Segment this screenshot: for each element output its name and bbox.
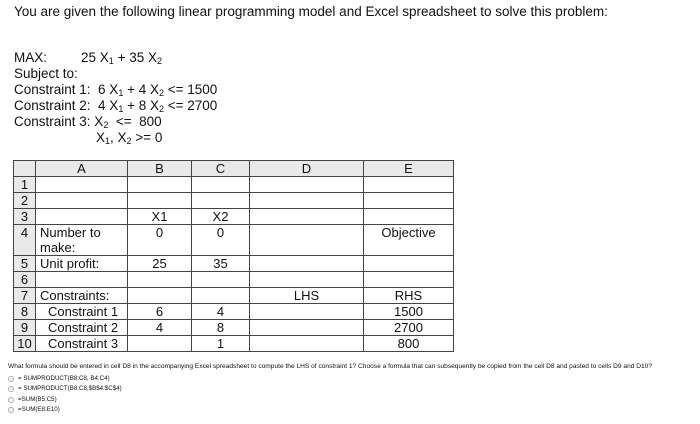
cell-b1[interactable] <box>128 177 192 193</box>
radio-icon[interactable] <box>8 407 14 413</box>
row-number[interactable]: 10 <box>14 336 36 352</box>
cell-d1[interactable] <box>250 177 364 193</box>
radio-icon[interactable] <box>8 397 14 403</box>
constraint-1-row <box>14 82 217 98</box>
row-number[interactable]: 7 <box>14 288 36 304</box>
cell-d8[interactable] <box>250 304 364 320</box>
cell-c8[interactable]: 4 <box>192 304 250 320</box>
objective-term-2: + 35 X <box>113 50 157 65</box>
cell-c1[interactable] <box>192 177 250 193</box>
cell-b2[interactable] <box>128 193 192 209</box>
cell-c6[interactable] <box>192 272 250 288</box>
table-row <box>14 225 454 256</box>
cell-a6[interactable] <box>36 272 128 288</box>
column-header-row <box>14 161 454 177</box>
cell-c4[interactable]: 0 <box>192 225 250 256</box>
cell-a9[interactable]: Constraint 2 <box>36 320 128 336</box>
column-header[interactable]: B <box>128 161 192 177</box>
column-header[interactable]: C <box>192 161 250 177</box>
subscript: 2 <box>126 136 132 146</box>
cell-a2[interactable] <box>36 193 128 209</box>
subscript: 1 <box>118 104 124 114</box>
row-number[interactable]: 4 <box>14 225 36 256</box>
question-text: What formula should be entered in cell D8 in the accompanying Excel spreadsheet to compute the LHS of constraint 1? Choose a formula that can subsequently be copied from the cell D8 and pasted to cells D9 and D10? <box>8 363 652 370</box>
relation: <= 2700 <box>164 98 218 113</box>
radio-icon[interactable] <box>8 386 14 392</box>
cell-e8[interactable]: 1500 <box>364 304 454 320</box>
table-row <box>14 288 454 304</box>
answer-option[interactable] <box>8 374 122 384</box>
cell-d7[interactable]: LHS <box>250 288 364 304</box>
cell-e2[interactable] <box>364 193 454 209</box>
cell-a5[interactable]: Unit profit: <box>36 256 128 272</box>
cell-a7[interactable]: Constraints: <box>36 288 128 304</box>
max-label: MAX: <box>14 50 48 65</box>
term: 6 X <box>90 82 119 97</box>
cell-c2[interactable] <box>192 193 250 209</box>
table-row <box>14 256 454 272</box>
relation: <= 800 <box>108 114 162 129</box>
cell-d5[interactable] <box>250 256 364 272</box>
cell-b3[interactable]: X1 <box>128 209 192 225</box>
cell-e10[interactable]: 800 <box>364 336 454 352</box>
relation: >= 0 <box>131 130 163 145</box>
column-header[interactable]: E <box>364 161 454 177</box>
cell-d9[interactable] <box>250 320 364 336</box>
cell-a3[interactable] <box>36 209 128 225</box>
row-number[interactable]: 6 <box>14 272 36 288</box>
constraint-label: Constraint 1: <box>14 82 91 97</box>
cell-e6[interactable] <box>364 272 454 288</box>
radio-icon[interactable] <box>8 376 14 382</box>
row-number[interactable]: 5 <box>14 256 36 272</box>
column-header[interactable]: A <box>36 161 128 177</box>
cell-e5[interactable] <box>364 256 454 272</box>
cell-d4[interactable] <box>250 225 364 256</box>
row-number[interactable]: 3 <box>14 209 36 225</box>
option-label[interactable]: =SUM(B5:C5) <box>18 395 57 403</box>
cell-d6[interactable] <box>250 272 364 288</box>
problem-intro: You are given the following linear programming model and Excel spreadsheet to solve this problem: <box>14 4 608 19</box>
term: + 4 X <box>123 82 159 97</box>
cell-e1[interactable] <box>364 177 454 193</box>
subscript: 1 <box>118 88 124 98</box>
term: 4 X <box>90 98 119 113</box>
cell-e7[interactable]: RHS <box>364 288 454 304</box>
cell-e4[interactable]: Objective <box>364 225 454 256</box>
subject-to-label: Subject to: <box>14 66 78 81</box>
table-row <box>14 272 454 288</box>
subscript: 1 <box>105 136 111 146</box>
answer-option[interactable] <box>8 405 122 415</box>
term: X <box>96 130 106 145</box>
row-number[interactable]: 9 <box>14 320 36 336</box>
lp-model <box>14 50 217 146</box>
cell-d2[interactable] <box>250 193 364 209</box>
constraint-3-row <box>14 114 217 130</box>
column-header[interactable]: D <box>250 161 364 177</box>
row-number[interactable]: 8 <box>14 304 36 320</box>
relation: <= 1500 <box>164 82 218 97</box>
option-label[interactable]: = SUMPRODUCT(B8:C8,$B$4:$C$4) <box>18 385 122 393</box>
cell-c5[interactable]: 35 <box>192 256 250 272</box>
cell-d10[interactable] <box>250 336 364 352</box>
option-label[interactable]: = SUMPRODUCT(B8:C8, B4:C4) <box>18 375 110 382</box>
answer-options <box>8 374 122 415</box>
subscript: 2 <box>156 56 162 66</box>
constraint-label: Constraint 3: <box>14 114 91 129</box>
cell-b10[interactable] <box>128 336 192 352</box>
row-number[interactable]: 2 <box>14 193 36 209</box>
term: + 8 X <box>123 98 159 113</box>
table-row <box>14 336 454 352</box>
cell-c7[interactable] <box>192 288 250 304</box>
cell-a10[interactable]: Constraint 3 <box>36 336 128 352</box>
objective-row <box>14 50 217 66</box>
cell-e9[interactable]: 2700 <box>364 320 454 336</box>
cell-b6[interactable] <box>128 272 192 288</box>
cell-b5[interactable]: 25 <box>128 256 192 272</box>
table-row <box>14 320 454 336</box>
corner-cell <box>14 161 36 177</box>
cell-c3[interactable]: X2 <box>192 209 250 225</box>
subscript: 2 <box>103 120 109 130</box>
answer-option[interactable] <box>8 384 122 394</box>
answer-option[interactable] <box>8 395 122 405</box>
spreadsheet <box>13 160 454 352</box>
cell-b4[interactable]: 0 <box>128 225 192 256</box>
cell-c9[interactable]: 8 <box>192 320 250 336</box>
objective-term-1: 25 X <box>81 50 109 65</box>
constraint-2-row <box>14 98 217 114</box>
term: , X <box>110 130 127 145</box>
subscript: 2 <box>158 88 164 98</box>
cell-d3[interactable] <box>250 209 364 225</box>
table-row <box>14 193 454 209</box>
cell-e3[interactable] <box>364 209 454 225</box>
objective-expression <box>47 50 162 65</box>
cell-a1[interactable] <box>36 177 128 193</box>
cell-b8[interactable]: 6 <box>128 304 192 320</box>
cell-a8[interactable]: Constraint 1 <box>36 304 128 320</box>
table-row <box>14 177 454 193</box>
cell-b7[interactable] <box>128 288 192 304</box>
subscript: 2 <box>158 104 164 114</box>
constraint-label: Constraint 2: <box>14 98 91 113</box>
table-row <box>14 304 454 320</box>
subscript: 1 <box>108 56 114 66</box>
cell-b9[interactable]: 4 <box>128 320 192 336</box>
table-row <box>14 209 454 225</box>
cell-c10[interactable]: 1 <box>192 336 250 352</box>
cell-a4[interactable]: Number to make: <box>36 225 128 256</box>
row-number[interactable]: 1 <box>14 177 36 193</box>
term: X <box>90 114 104 129</box>
option-label[interactable]: =SUM(E8:E10) <box>18 405 60 413</box>
nonnegativity-row <box>14 130 217 146</box>
